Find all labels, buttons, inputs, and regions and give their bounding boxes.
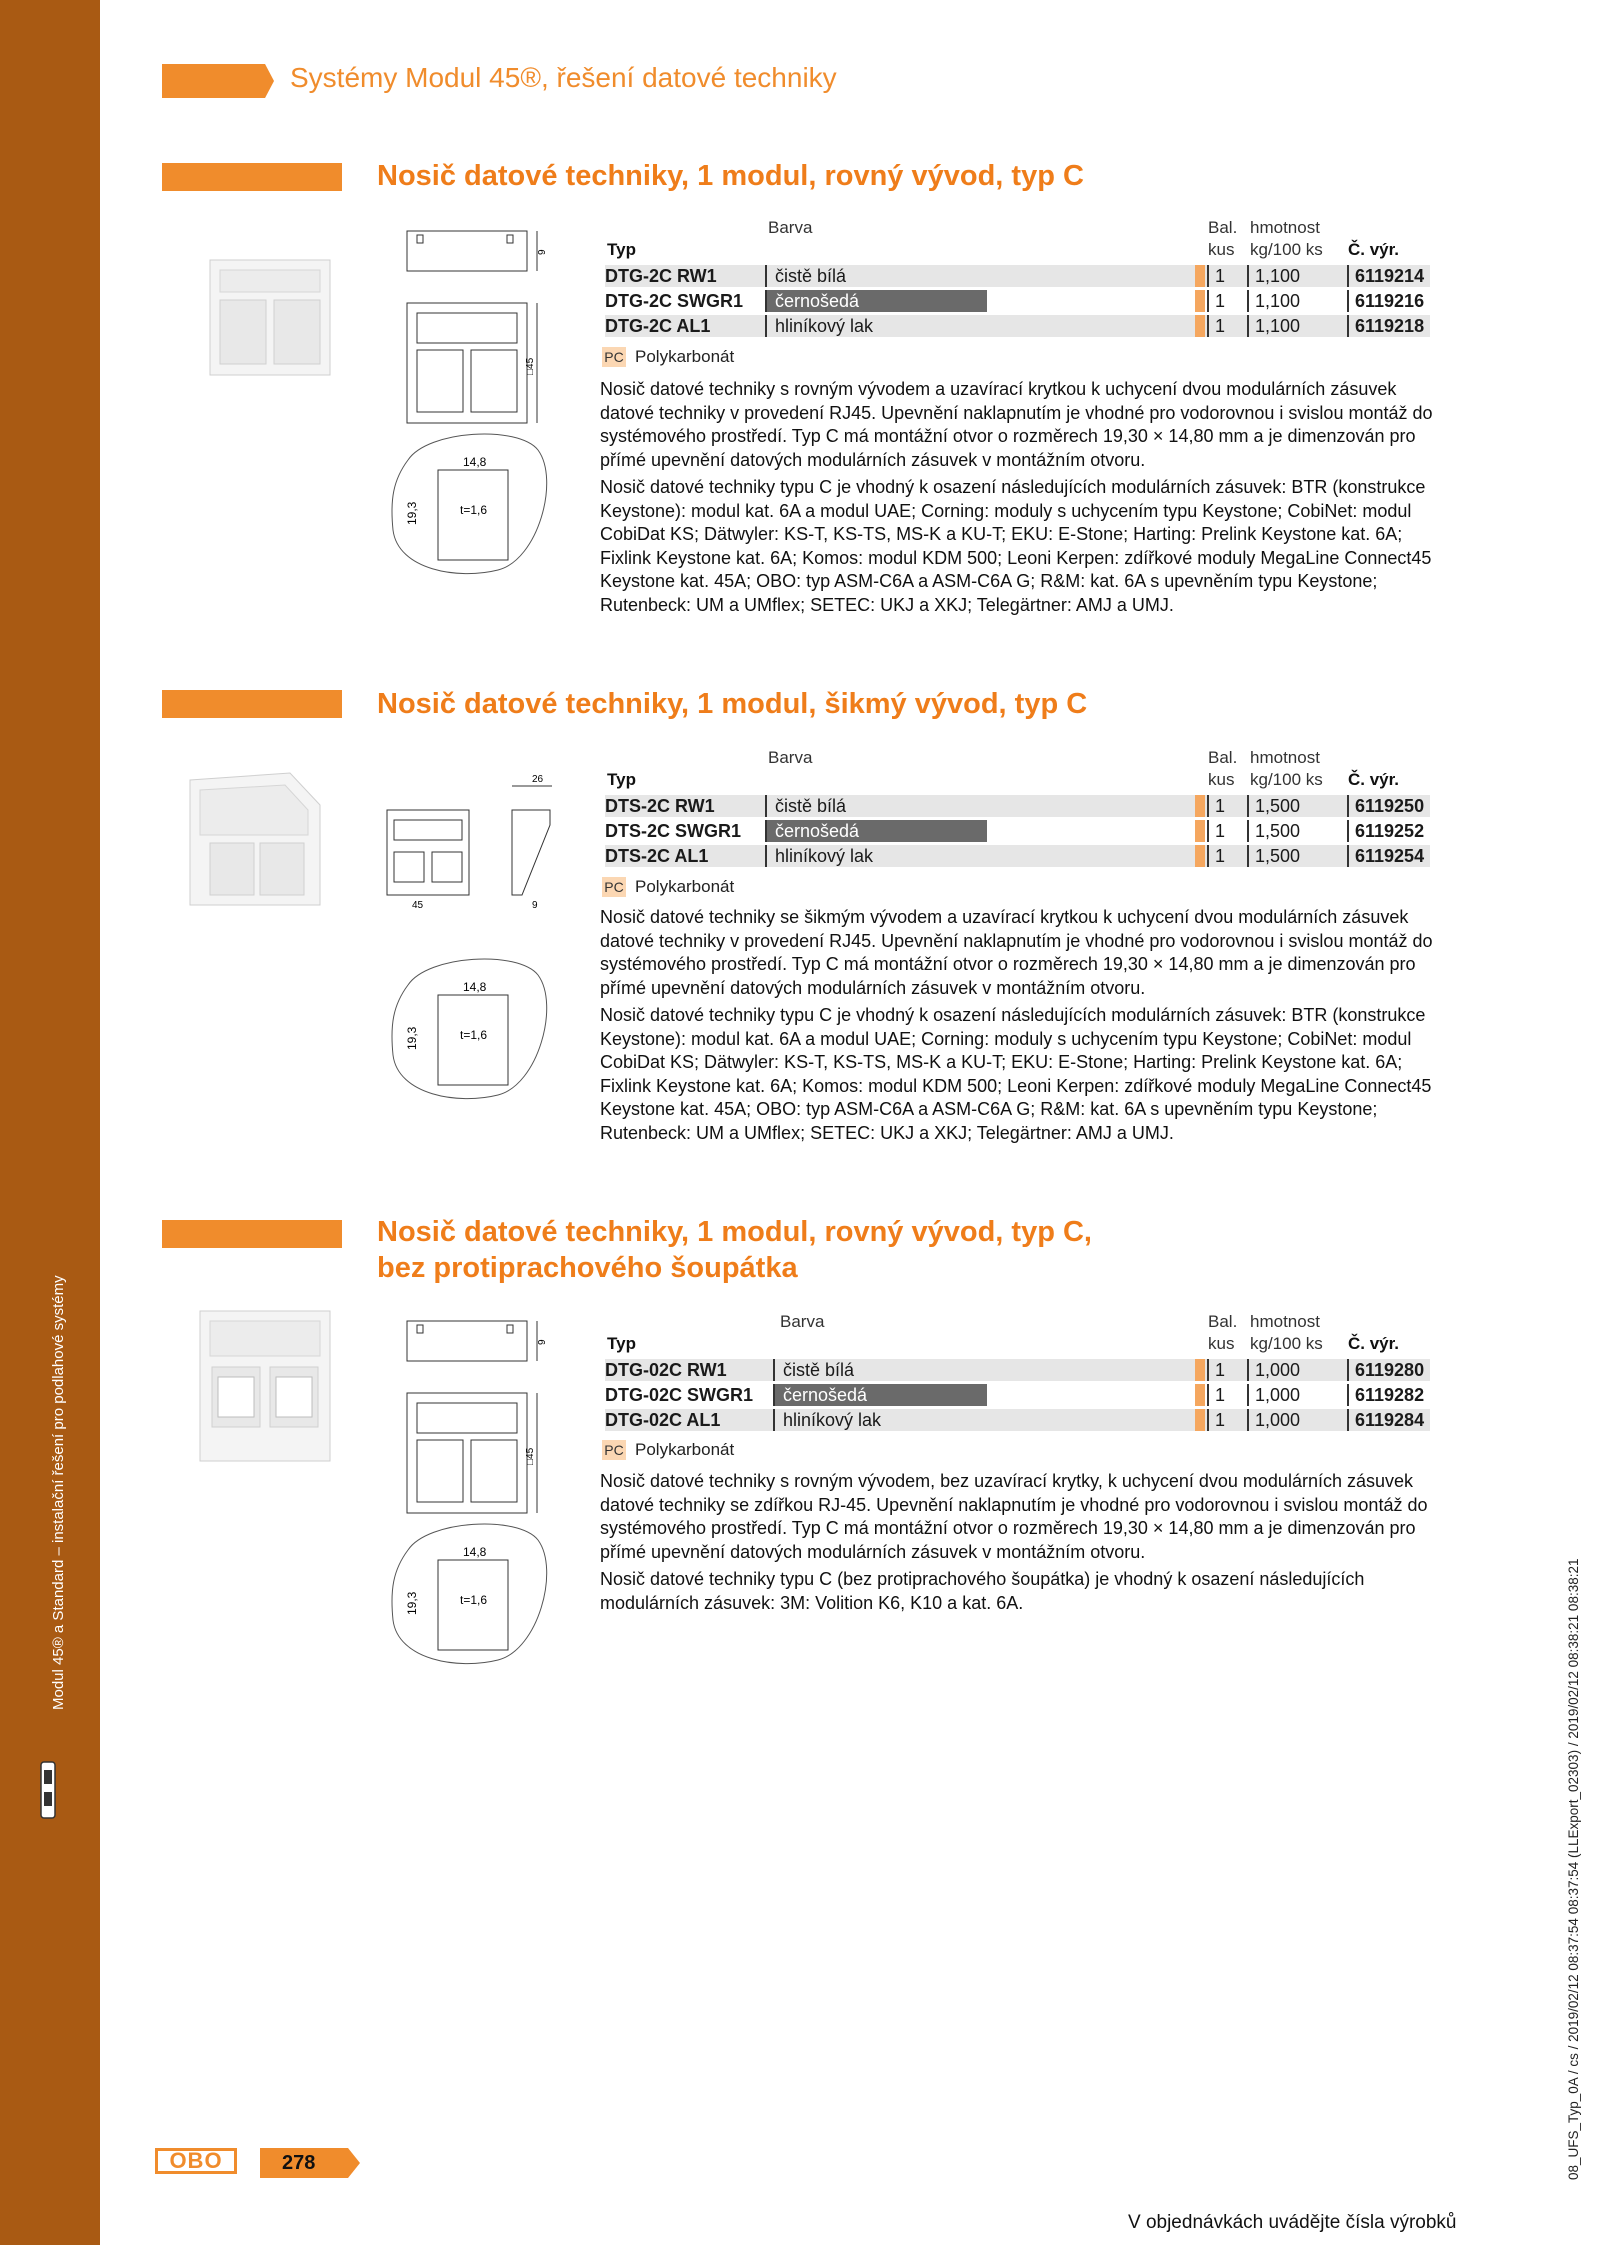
dim-width: 14,8 xyxy=(463,455,487,469)
row-marker xyxy=(1195,820,1205,842)
col-header-hmotnost: hmotnost xyxy=(1250,748,1320,767)
sidebar-vertical-text: Modul 45® a Standard – instalační řešení pro podlahové systémy xyxy=(50,1275,67,1710)
section-title-line1: Nosič datové techniky, 1 modul, rovný vývod, typ C, xyxy=(377,1216,1092,1248)
cell-typ: DTG-02C RW1 xyxy=(605,1360,727,1380)
cell-cv: 6119282 xyxy=(1347,1384,1430,1406)
cell-barva: hliníkový lak xyxy=(765,315,987,337)
dim-width: 14,8 xyxy=(463,980,487,994)
mounting-hole-drawing xyxy=(388,1520,558,1670)
col-header-barva: Barva xyxy=(780,1312,825,1331)
mounting-hole-drawing xyxy=(388,955,558,1105)
cell-cv: 6119250 xyxy=(1347,795,1430,817)
table-row xyxy=(605,1409,1430,1431)
cell-cv: 6119254 xyxy=(1347,845,1430,867)
product-photo xyxy=(170,765,340,915)
cell-kg: 1,100 xyxy=(1247,290,1347,312)
cell-barva: černošedá xyxy=(765,820,987,842)
section-title: Nosič datové techniky, 1 modul, šikmý vývod, typ C xyxy=(377,688,1088,720)
description-paragraph: Nosič datové techniky s rovným vývodem, bez uzavírací krytky, k uchycení dvou modulárních zásuvek datové techniky se zdířkou RJ-45. Upevnění naklapnutím je vhodné pro vodorovnou i svislou montáž do systémového prostředí. Typ C má montážní otvor o rozměrech 19,30 × 14,80 mm a je dimenzován pro přímé upevnění datových modulárních zásuvek v montážním otvoru. xyxy=(600,1471,1428,1562)
material-text: Polykarbonát xyxy=(635,347,735,366)
technical-drawing xyxy=(382,770,562,915)
col-header-kus: kus xyxy=(1208,1334,1235,1353)
description-paragraph: Nosič datové techniky typu C (bez protiprachového šoupátka) je vhodný k osazení následujících modulárních zásuvek: 3M: Volition K6, K10 a kat. 6A. xyxy=(600,1569,1365,1613)
cell-bal: 1 xyxy=(1207,820,1247,842)
cell-cv: 6119214 xyxy=(1347,265,1430,287)
row-marker xyxy=(1195,1409,1205,1431)
col-header-typ: Typ xyxy=(607,770,636,789)
cell-bal: 1 xyxy=(1207,265,1247,287)
floor-box-icon xyxy=(38,1760,58,1820)
cell-barva: černošedá xyxy=(765,290,987,312)
section-description xyxy=(600,906,1440,1149)
dim-thickness: t=1,6 xyxy=(460,1593,488,1607)
col-header-hmotnost: hmotnost xyxy=(1250,218,1320,237)
dim-thickness: t=1,6 xyxy=(460,503,488,517)
material-badge: PC xyxy=(602,1440,626,1460)
dim-height: 19,3 xyxy=(405,501,419,525)
page-header-title: Systémy Modul 45®, řešení datové techniky xyxy=(290,62,837,93)
dim-9: 9 xyxy=(537,249,548,255)
table-row xyxy=(605,795,1430,817)
cell-kg: 1,000 xyxy=(1247,1359,1347,1381)
col-header-typ: Typ xyxy=(607,240,636,259)
col-header-cv: Č. výr. xyxy=(1348,1334,1400,1353)
dim-width: 14,8 xyxy=(463,1545,487,1559)
section-title: Nosič datové techniky, 1 modul, rovný vývod, typ C xyxy=(377,160,1084,192)
col-header-bal: Bal. xyxy=(1208,1312,1238,1331)
col-header-hmotnost: hmotnost xyxy=(1250,1312,1320,1331)
material-badge: PC xyxy=(602,877,626,897)
cell-barva: černošedá xyxy=(773,1384,987,1406)
cell-barva: čistě bílá xyxy=(765,265,987,287)
section-tab xyxy=(162,1220,342,1248)
section-description xyxy=(600,378,1440,621)
cell-bal: 1 xyxy=(1207,290,1247,312)
table-row xyxy=(605,845,1430,867)
table-row xyxy=(605,315,1430,337)
row-marker xyxy=(1195,845,1205,867)
cell-typ: DTG-2C RW1 xyxy=(605,266,717,286)
dim-9: 9 xyxy=(537,1339,548,1345)
technical-drawing xyxy=(395,225,555,430)
cell-bal: 1 xyxy=(1207,315,1247,337)
cell-barva: hliníkový lak xyxy=(765,845,987,867)
cell-kg: 1,500 xyxy=(1247,820,1347,842)
table-row xyxy=(605,290,1430,312)
cell-typ: DTS-2C AL1 xyxy=(605,846,709,866)
dim-26: 26 xyxy=(532,774,544,785)
col-header-bal: Bal. xyxy=(1208,218,1238,237)
col-header-cv: Č. výr. xyxy=(1348,770,1400,789)
col-header-kus: kus xyxy=(1208,770,1235,789)
cell-cv: 6119216 xyxy=(1347,290,1430,312)
description-paragraph: Nosič datové techniky se šikmým vývodem a uzavírací krytkou k uchycení dvou modulárních zásuvek datové techniky v provedení RJ45. Upevnění naklapnutím je vhodné pro vodorovnou i svislou montáž do systémového prostředí. Typ C má montážní otvor o rozměrech 19,30 × 14,80 mm a je dimenzován pro přímé upevnění datových modulárních zásuvek v montážním otvoru. xyxy=(600,907,1433,998)
cell-kg: 1,000 xyxy=(1247,1384,1347,1406)
cell-cv: 6119284 xyxy=(1347,1409,1430,1431)
row-marker xyxy=(1195,1384,1205,1406)
cell-bal: 1 xyxy=(1207,795,1247,817)
product-photo xyxy=(190,1305,340,1465)
page-number: 278 xyxy=(282,2152,316,2174)
dim-45: □45 xyxy=(525,1447,536,1465)
row-marker xyxy=(1195,265,1205,287)
footer-note: V objednávkách uvádějte čísla výrobků xyxy=(1128,2212,1457,2233)
obo-logo: OBO xyxy=(155,2148,237,2174)
cell-barva: hliníkový lak xyxy=(773,1409,987,1431)
col-header-cv: Č. výr. xyxy=(1348,240,1400,259)
cell-kg: 1,000 xyxy=(1247,1409,1347,1431)
cell-typ: DTG-02C AL1 xyxy=(605,1410,721,1430)
cell-kg: 1,100 xyxy=(1247,265,1347,287)
export-metadata: 08_UFS_Typ_0A / cs / 2019/02/12 08:37:54 08:37:54 (LLExport_02303) / 2019/02/12 08:38:21 08:38:21 xyxy=(1566,1558,1581,2180)
header-tab xyxy=(162,64,274,98)
dim-9: 9 xyxy=(532,900,538,911)
section-title-line2: bez protiprachového šoupátka xyxy=(377,1252,798,1284)
dim-45: □45 xyxy=(525,357,536,375)
col-header-kg: kg/100 ks xyxy=(1250,770,1323,789)
dim-height: 19,3 xyxy=(405,1026,419,1050)
sidebar xyxy=(0,0,100,2245)
product-photo xyxy=(200,252,340,382)
cell-typ: DTS-2C RW1 xyxy=(605,796,715,816)
cell-kg: 1,100 xyxy=(1247,315,1347,337)
section-tab xyxy=(162,163,342,191)
cell-cv: 6119252 xyxy=(1347,820,1430,842)
dim-thickness: t=1,6 xyxy=(460,1028,488,1042)
col-header-typ: Typ xyxy=(607,1334,636,1353)
cell-barva: čistě bílá xyxy=(765,795,987,817)
col-header-kus: kus xyxy=(1208,240,1235,259)
description-paragraph: Nosič datové techniky s rovným vývodem a uzavírací krytkou k uchycení dvou modulárních zásuvek datové techniky v provedení RJ45. Upevnění naklapnutím je vhodné pro vodorovnou i svislou montáž do systémového prostředí. Typ C má montážní otvor o rozměrech 19,30 × 14,80 mm a je dimenzován pro přímé upevnění datových modulárních zásuvek v montážním otvoru. xyxy=(600,379,1433,470)
cell-bal: 1 xyxy=(1207,1359,1247,1381)
row-marker xyxy=(1195,315,1205,337)
description-paragraph: Nosič datové techniky typu C je vhodný k osazení následujících modulárních zásuvek: BTR (konstrukce Keystone): modul kat. 6A a modul UAE; Corning: moduly s uchycením typu Keystone; CobiNet: modul CobiDat KS; Dätwyler: KS-T, KS-TS, MS-K a KU-T; EKU: E-Stone; Harting: Prelink Keystone kat. 6A; Fixlink Keystone kat. 6A; Komos: modul KDM 500; Leoni Kerpen: zdířkové moduly MegaLine Connect45 Keystone kat. 45A; OBO: typ ASM-C6A a ASM-C6A G; R&M: kat. 6A s upevněním typu Keystone; Rutenbeck: UM a UMflex; SETEC: UKJ a XKJ; Telegärtner: AMJ a UMJ. xyxy=(600,1005,1432,1143)
section-description xyxy=(600,1470,1440,1619)
material-badge: PC xyxy=(602,347,626,367)
section-tab xyxy=(162,690,342,718)
col-header-kg: kg/100 ks xyxy=(1250,1334,1323,1353)
cell-barva: čistě bílá xyxy=(773,1359,987,1381)
cell-bal: 1 xyxy=(1207,1409,1247,1431)
table-row xyxy=(605,820,1430,842)
table-row xyxy=(605,265,1430,287)
row-marker xyxy=(1195,1359,1205,1381)
dim-height: 19,3 xyxy=(405,1591,419,1615)
description-paragraph: Nosič datové techniky typu C je vhodný k osazení následujících modulárních zásuvek: BTR (konstrukce Keystone): modul kat. 6A a modul UAE; Corning: moduly s uchycením typu Keystone; CobiNet: modul CobiDat KS; Dätwyler: KS-T, KS-TS, MS-K a KU-T; EKU: E-Stone; Harting: Prelink Keystone kat. 6A; Fixlink Keystone kat. 6A; Komos: modul KDM 500; Leoni Kerpen: zdířkové moduly MegaLine Connect45 Keystone kat. 45A; OBO: typ ASM-C6A a ASM-C6A G; R&M: kat. 6A s upevněním typu Keystone; Rutenbeck: UM a UMflex; SETEC: UKJ a XKJ; Telegärtner: AMJ a UMJ. xyxy=(600,477,1432,615)
row-marker xyxy=(1195,795,1205,817)
cell-typ: DTG-02C SWGR1 xyxy=(605,1385,754,1405)
col-header-barva: Barva xyxy=(768,748,813,767)
dim-45b: 45 xyxy=(412,900,424,911)
col-header-bal: Bal. xyxy=(1208,748,1238,767)
cell-cv: 6119218 xyxy=(1347,315,1430,337)
technical-drawing xyxy=(395,1315,555,1520)
table-row xyxy=(605,1384,1430,1406)
cell-typ: DTG-2C SWGR1 xyxy=(605,291,744,311)
col-header-kg: kg/100 ks xyxy=(1250,240,1323,259)
mounting-hole-drawing xyxy=(388,430,558,580)
cell-typ: DTS-2C SWGR1 xyxy=(605,821,742,841)
cell-cv: 6119280 xyxy=(1347,1359,1430,1381)
cell-typ: DTG-2C AL1 xyxy=(605,316,711,336)
row-marker xyxy=(1195,290,1205,312)
cell-kg: 1,500 xyxy=(1247,845,1347,867)
cell-bal: 1 xyxy=(1207,1384,1247,1406)
col-header-barva: Barva xyxy=(768,218,813,237)
table-row xyxy=(605,1359,1430,1381)
material-text: Polykarbonát xyxy=(635,1440,735,1459)
material-text: Polykarbonát xyxy=(635,877,735,896)
cell-bal: 1 xyxy=(1207,845,1247,867)
cell-kg: 1,500 xyxy=(1247,795,1347,817)
